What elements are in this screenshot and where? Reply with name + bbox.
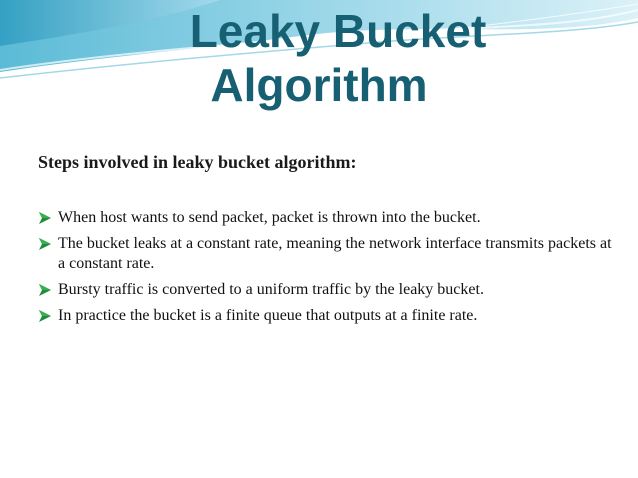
section-heading: Steps involved in leaky bucket algorithm: [38, 152, 357, 172]
slide-title [0, 4, 638, 112]
list-item [38, 234, 618, 274]
arrowhead-bullet-icon [38, 283, 52, 297]
title-line-1: Leaky Bucket [189, 5, 487, 57]
bullet-text: Bursty traffic is converted to a uniform traffic by the leaky bucket. [58, 281, 484, 298]
arrowhead-bullet-icon [38, 309, 52, 323]
bullet-text: The bucket leaks at a constant rate, meaning the network interface transmits packets at a constant rate. [58, 235, 612, 272]
bullet-text: In practice the bucket is a finite queue that outputs at a finite rate. [58, 307, 478, 324]
title-line-2: Algorithm [210, 59, 428, 111]
arrowhead-bullet-icon [38, 237, 52, 251]
bullet-list [38, 208, 618, 332]
list-item [38, 208, 618, 228]
list-item [38, 280, 618, 300]
list-item [38, 306, 618, 326]
arrowhead-bullet-icon [38, 211, 52, 225]
bullet-text: When host wants to send packet, packet is thrown into the bucket. [58, 209, 481, 226]
